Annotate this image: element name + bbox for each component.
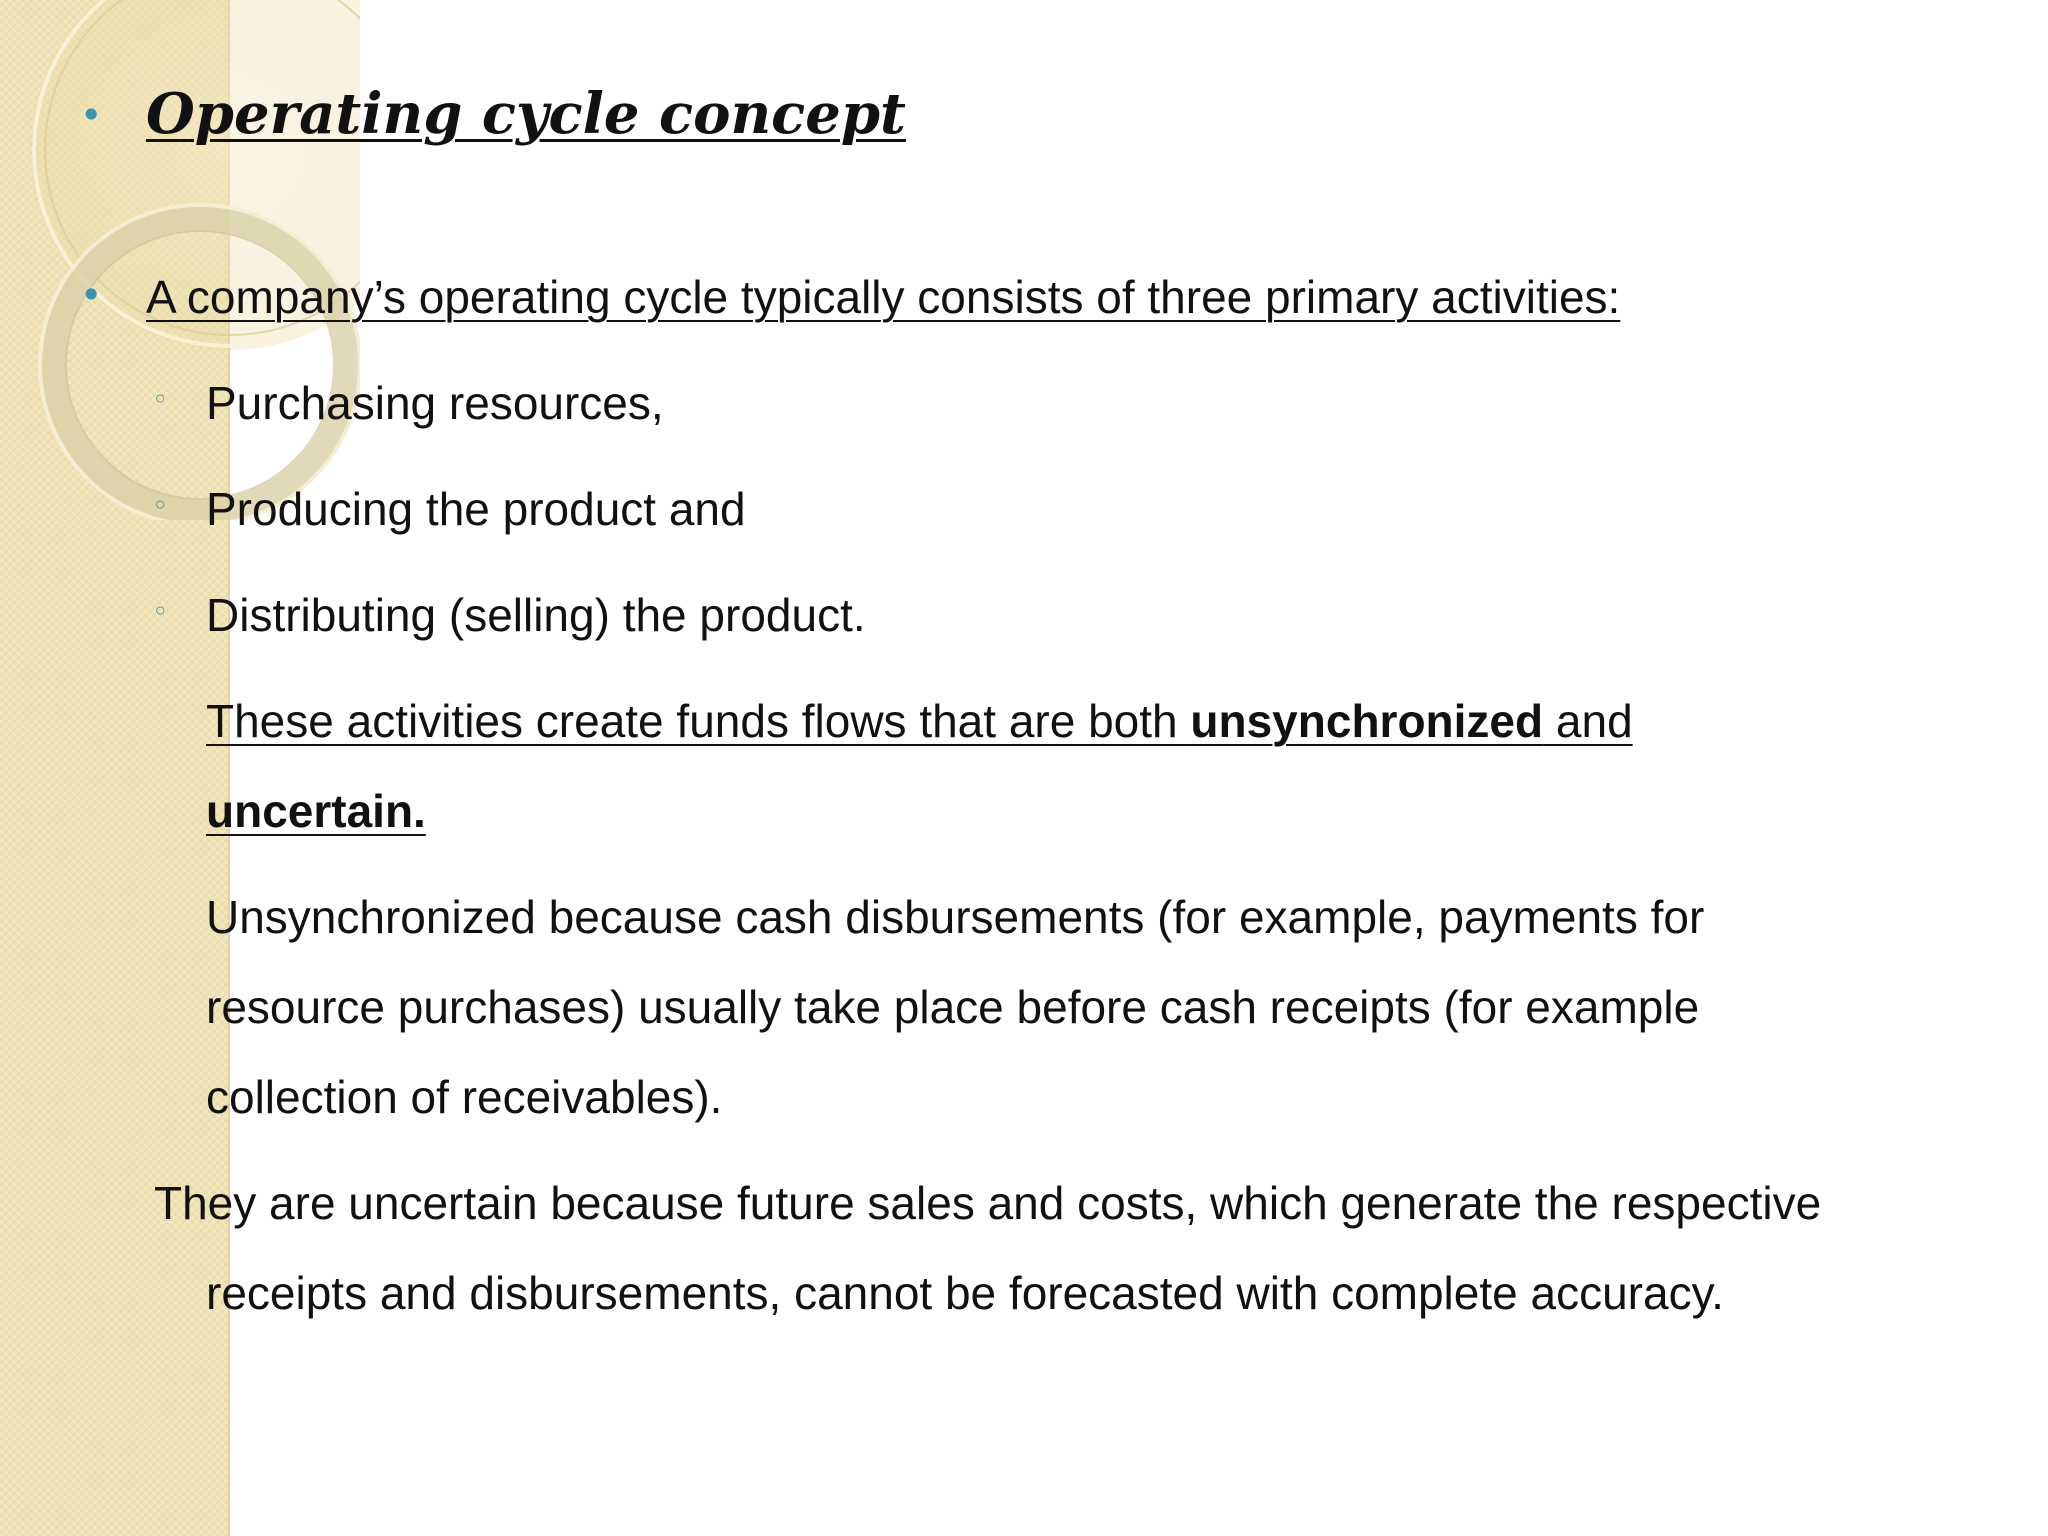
uncertain-line: They are uncertain because future sales and costs, which generate the respective [154, 1177, 1822, 1229]
unsynchronized-line: resource purchases) usually take place before cash receipts (for example [206, 981, 1700, 1033]
unsynchronized-line: Unsynchronized because cash disbursements (for example, payments for [206, 891, 1705, 943]
keyword-uncertain-line [206, 785, 426, 837]
bullet-icon: • [80, 93, 103, 137]
funds-flow-text: These activities create funds flows that are both [206, 695, 1191, 747]
activity-item: Producing the product and [206, 483, 746, 535]
bullet-icon: • [80, 273, 103, 317]
sub-bullet-icon: ◦ [152, 595, 169, 628]
sub-bullet-icon: ◦ [152, 489, 169, 522]
decorative-rings [0, 0, 360, 520]
unsynchronized-line: collection of receivables). [206, 1071, 723, 1123]
keyword-uncertain: uncertain. [206, 785, 426, 837]
keyword-unsynchronized: unsynchronized [1190, 695, 1544, 747]
activity-item: Purchasing resources, [206, 377, 664, 429]
intro-text: A company’s operating cycle typically consists of three primary activities: [146, 271, 1621, 323]
funds-flow-sentence [206, 695, 1633, 747]
funds-flow-text: and [1543, 695, 1633, 747]
slide-heading: Operating cycle concept [146, 81, 906, 147]
uncertain-line: receipts and disbursements, cannot be forecasted with complete accuracy. [206, 1267, 1724, 1319]
activity-item: Distributing (selling) the product. [206, 589, 866, 641]
sub-bullet-icon: ◦ [152, 383, 169, 416]
